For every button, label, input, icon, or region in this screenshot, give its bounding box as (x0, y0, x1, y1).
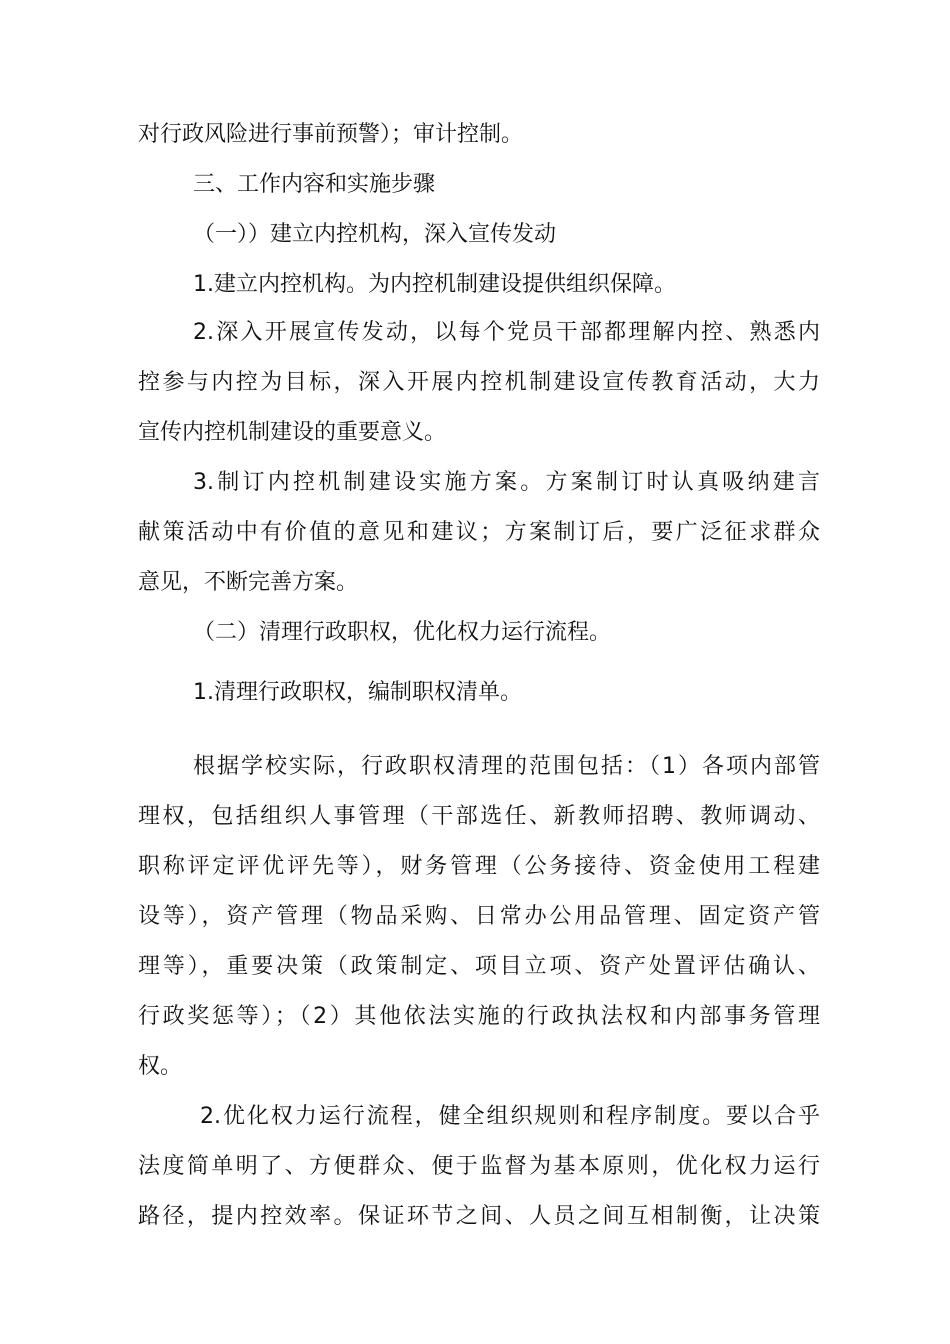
text-line: 根据学校实际，行政职权清理的范围包括：（1）各项内部管 (193, 754, 820, 779)
text-line: 理等），重要决策（政策制定、项目立项、资产处置评估确认、 (138, 954, 820, 979)
text-line: 设等），资产管理（物品采购、日常办公用品管理、固定资产管 (138, 904, 820, 929)
subsection-heading: （二）清理行政职权，优化权力运行流程。 (193, 620, 612, 645)
text-line: 意见，不断完善方案。 (138, 570, 359, 595)
text-line: 行政奖惩等）；（2）其他依法实施的行政执法权和内部事务管理 (138, 1004, 820, 1029)
text-line: 2.深入开展宣传发动，以每个党员干部都理解内控、熟悉内 (193, 320, 820, 345)
section-heading: 三、工作内容和实施步骤 (193, 172, 436, 197)
text-line: 法度简单明了、方便群众、便于监督为基本原则，优化权力运行 (138, 1154, 820, 1179)
text-line: 权。 (138, 1054, 183, 1079)
text-line: 1.清理行政职权，编制职权清单。 (193, 680, 522, 705)
text-line: 路径，提内控效率。保证环节之间、人员之间互相制衡，让决策 (138, 1204, 820, 1229)
text-line: 理权，包括组织人事管理（干部选任、新教师招聘、教师调动、 (138, 804, 820, 829)
text-line: 职称评定评优评先等），财务管理（公务接待、资金使用工程建 (138, 854, 820, 879)
text-line: 1.建立内控机构。为内控机制建设提供组织保障。 (193, 272, 676, 297)
text-line: 对行政风险进行事前预警）；审计控制。 (138, 122, 524, 147)
text-line: 控参与内控为目标，深入开展内控机制建设宣传教育活动，大力 (138, 370, 820, 395)
subsection-heading: （一））建立内控机构，深入宣传发动 (193, 222, 557, 247)
text-line: 3.制订内控机制建设实施方案。方案制订时认真吸纳建言 (193, 470, 820, 495)
text-line: 献策活动中有价值的意见和建议；方案制订后，要广泛征求群众 (138, 520, 820, 545)
text-line: 2.优化权力运行流程，健全组织规则和程序制度。要以合乎 (200, 1104, 820, 1129)
text-line: 宣传内控机制建设的重要意义。 (138, 420, 447, 445)
